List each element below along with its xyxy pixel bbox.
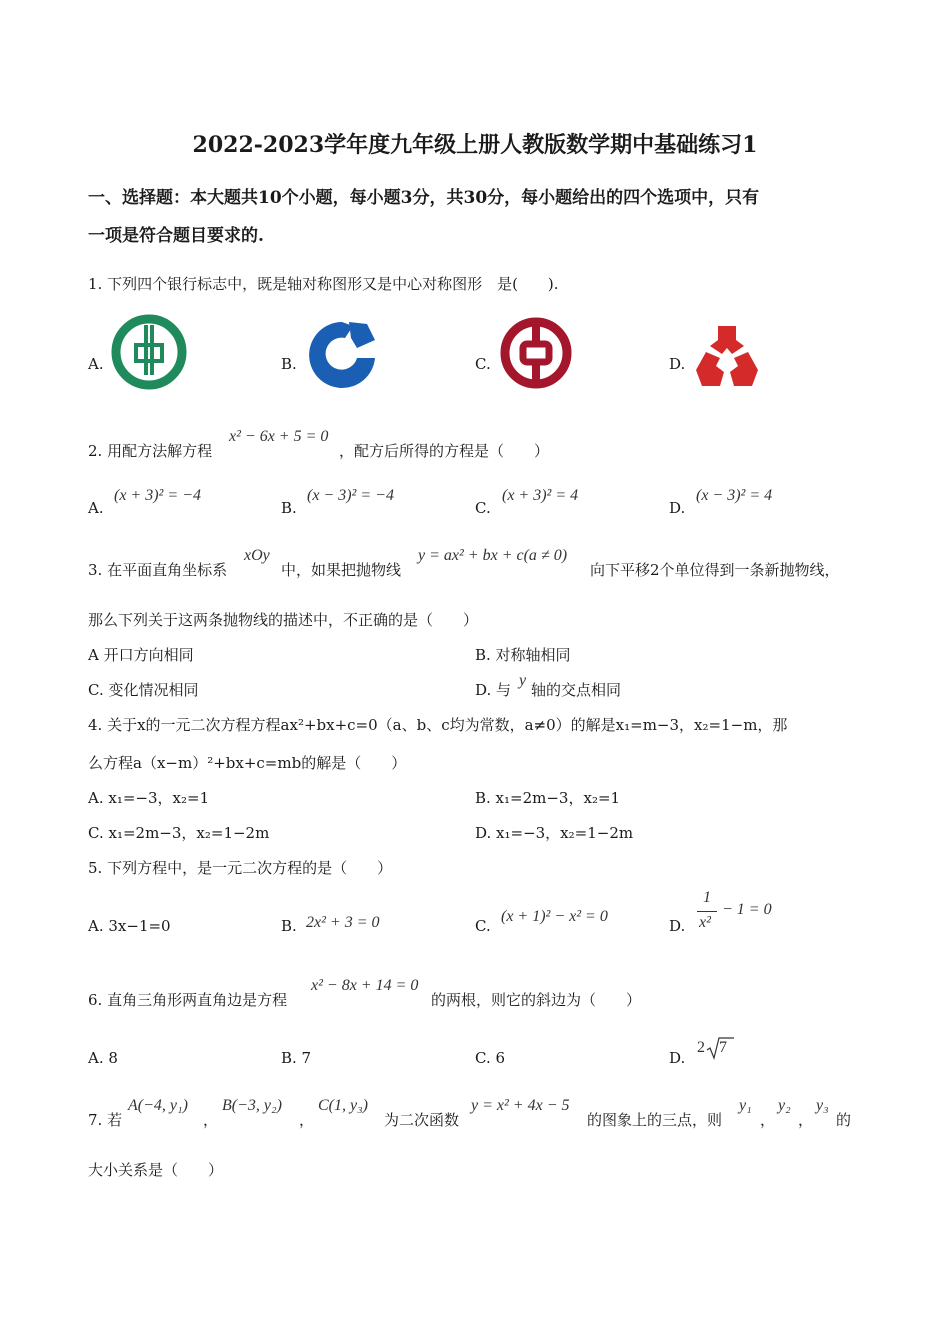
- q6-option-a: A. 8: [88, 1049, 118, 1067]
- q5-option-d-rest: − 1 = 0: [722, 901, 772, 918]
- section-heading-line2: 一项是符合题目要求的.: [88, 226, 264, 246]
- q4-option-a: A. x₁=−3，x₂=1: [88, 789, 210, 807]
- q7-stem-start: 7. 若: [88, 1111, 123, 1129]
- page-title: 2022-2023学年度九年级上册人教版数学期中基础练习1: [192, 132, 758, 158]
- q7-stem-mid2: 的图象上的三点，则: [587, 1111, 723, 1129]
- q7-y3: y₃: [816, 1097, 829, 1114]
- q7-separator-3: ，: [760, 1111, 776, 1129]
- q6-option-b: B. 7: [281, 1049, 312, 1067]
- q3-option-d-end: 轴的交点相同: [531, 681, 622, 699]
- q5-fraction-bar: [697, 911, 717, 912]
- q3-option-b: B. 对称轴相同: [475, 646, 571, 664]
- q5-stem: 5. 下列方程中，是一元二次方程的是（ ）: [88, 859, 393, 877]
- q3-option-d-start: D. 与: [475, 681, 512, 699]
- q3-stem-mid: 中，如果把抛物线: [281, 561, 402, 579]
- q7-y1: y₁: [739, 1097, 752, 1114]
- q6-option-d-coef: 2: [697, 1039, 705, 1056]
- q3-option-c: C. 变化情况相同: [88, 681, 199, 699]
- q3-stem-line2: 那么下列关于这两条抛物线的描述中，不正确的是（ ）: [88, 611, 479, 629]
- q1-option-c-label: C.: [475, 355, 491, 373]
- q4-option-c: C. x₁=2m−3，x₂=1−2m: [88, 824, 270, 842]
- q2-option-d-label: D.: [669, 499, 686, 517]
- q6-option-c: C. 6: [475, 1049, 506, 1067]
- q5-option-c-math: (x + 1)² − x² = 0: [501, 908, 608, 925]
- q1-stem: 1. 下列四个银行标志中，既是轴对称图形又是中心对称图形 是( ).: [88, 275, 559, 293]
- q4-stem-line1: 4. 关于x的一元二次方程方程ax²+bx+c=0（a、b、c均为常数，a≠0）的解是x₁=m−3，x₂=1−m，那: [88, 716, 788, 734]
- q6-option-d-radicand: 7: [719, 1039, 727, 1056]
- q5-option-d-denominator: x²: [699, 914, 711, 931]
- q2-option-d-math: (x − 3)² = 4: [696, 487, 773, 504]
- q3-option-a: A 开口方向相同: [88, 646, 194, 664]
- q6-option-d-label: D.: [669, 1049, 686, 1067]
- q7-function: y = x² + 4x − 5: [471, 1097, 570, 1114]
- q3-stem-end: 向下平移2个单位得到一条新抛物线，: [590, 561, 840, 579]
- communications-bank-logo-icon: [692, 322, 762, 390]
- q5-option-b-label: B.: [281, 917, 297, 935]
- q2-option-c-label: C.: [475, 499, 491, 517]
- q3-math-parabola: y = ax² + bx + c(a ≠ 0): [418, 547, 568, 564]
- q7-stem-mid: 为二次函数: [384, 1111, 460, 1129]
- q4-option-b: B. x₁=2m−3，x₂=1: [475, 789, 621, 807]
- q7-separator-4: ，: [798, 1111, 814, 1129]
- q7-separator-1: ，: [203, 1111, 219, 1129]
- q1-option-d-label: D.: [669, 355, 686, 373]
- q6-stem-end: 的两根，则它的斜边为（ ）: [431, 991, 642, 1009]
- q1-option-b-label: B.: [281, 355, 297, 373]
- q6-equation: x² − 8x + 14 = 0: [311, 977, 419, 994]
- q3-stem-start: 3. 在平面直角坐标系: [88, 561, 228, 579]
- q5-option-d-numerator: 1: [703, 889, 711, 906]
- q5-option-c-label: C.: [475, 917, 491, 935]
- q2-stem-start: 2. 用配方法解方程: [88, 442, 213, 460]
- q7-stem-line2: 大小关系是（ ）: [88, 1161, 224, 1179]
- q2-equation: x² − 6x + 5 = 0: [229, 428, 329, 445]
- q3-option-d-math: y: [519, 672, 527, 689]
- q5-option-a: A. 3x−1=0: [88, 917, 171, 935]
- q5-option-b-math: 2x² + 3 = 0: [306, 914, 380, 931]
- q2-option-b-math: (x − 3)² = −4: [307, 487, 394, 504]
- q2-option-c-math: (x + 3)² = 4: [502, 487, 579, 504]
- q6-stem-start: 6. 直角三角形两直角边是方程: [88, 991, 288, 1009]
- agricultural-bank-logo-icon: [110, 313, 188, 391]
- q3-math-xoy: xOy: [244, 547, 270, 564]
- q4-option-d: D. x₁=−3，x₂=1−2m: [475, 824, 634, 842]
- q7-point-b: B(−3, y₂): [222, 1097, 282, 1114]
- q2-option-b-label: B.: [281, 499, 297, 517]
- q2-option-a-label: A.: [88, 499, 104, 517]
- q7-point-c: C(1, y₃): [318, 1097, 368, 1114]
- q2-option-a-math: (x + 3)² = −4: [114, 487, 201, 504]
- section-heading-line1: 一、选择题：本大题共10个小题，每小题3分，共30分，每小题给出的四个选项中，只有: [88, 188, 760, 208]
- q7-point-a: A(−4, y₁): [128, 1097, 188, 1114]
- q2-stem-end: ，配方后所得的方程是（ ）: [339, 442, 550, 460]
- construction-bank-logo-icon: [305, 318, 379, 390]
- q1-option-a-label: A.: [88, 355, 104, 373]
- q7-separator-2: ，: [299, 1111, 315, 1129]
- bank-of-china-logo-icon: [499, 316, 573, 390]
- q7-y2: y₂: [778, 1097, 791, 1114]
- q5-option-d-label: D.: [669, 917, 686, 935]
- q7-stem-end: 的: [836, 1111, 852, 1129]
- q4-stem-line2: 么方程a（x−m）²+bx+c=mb的解是（ ）: [88, 754, 407, 772]
